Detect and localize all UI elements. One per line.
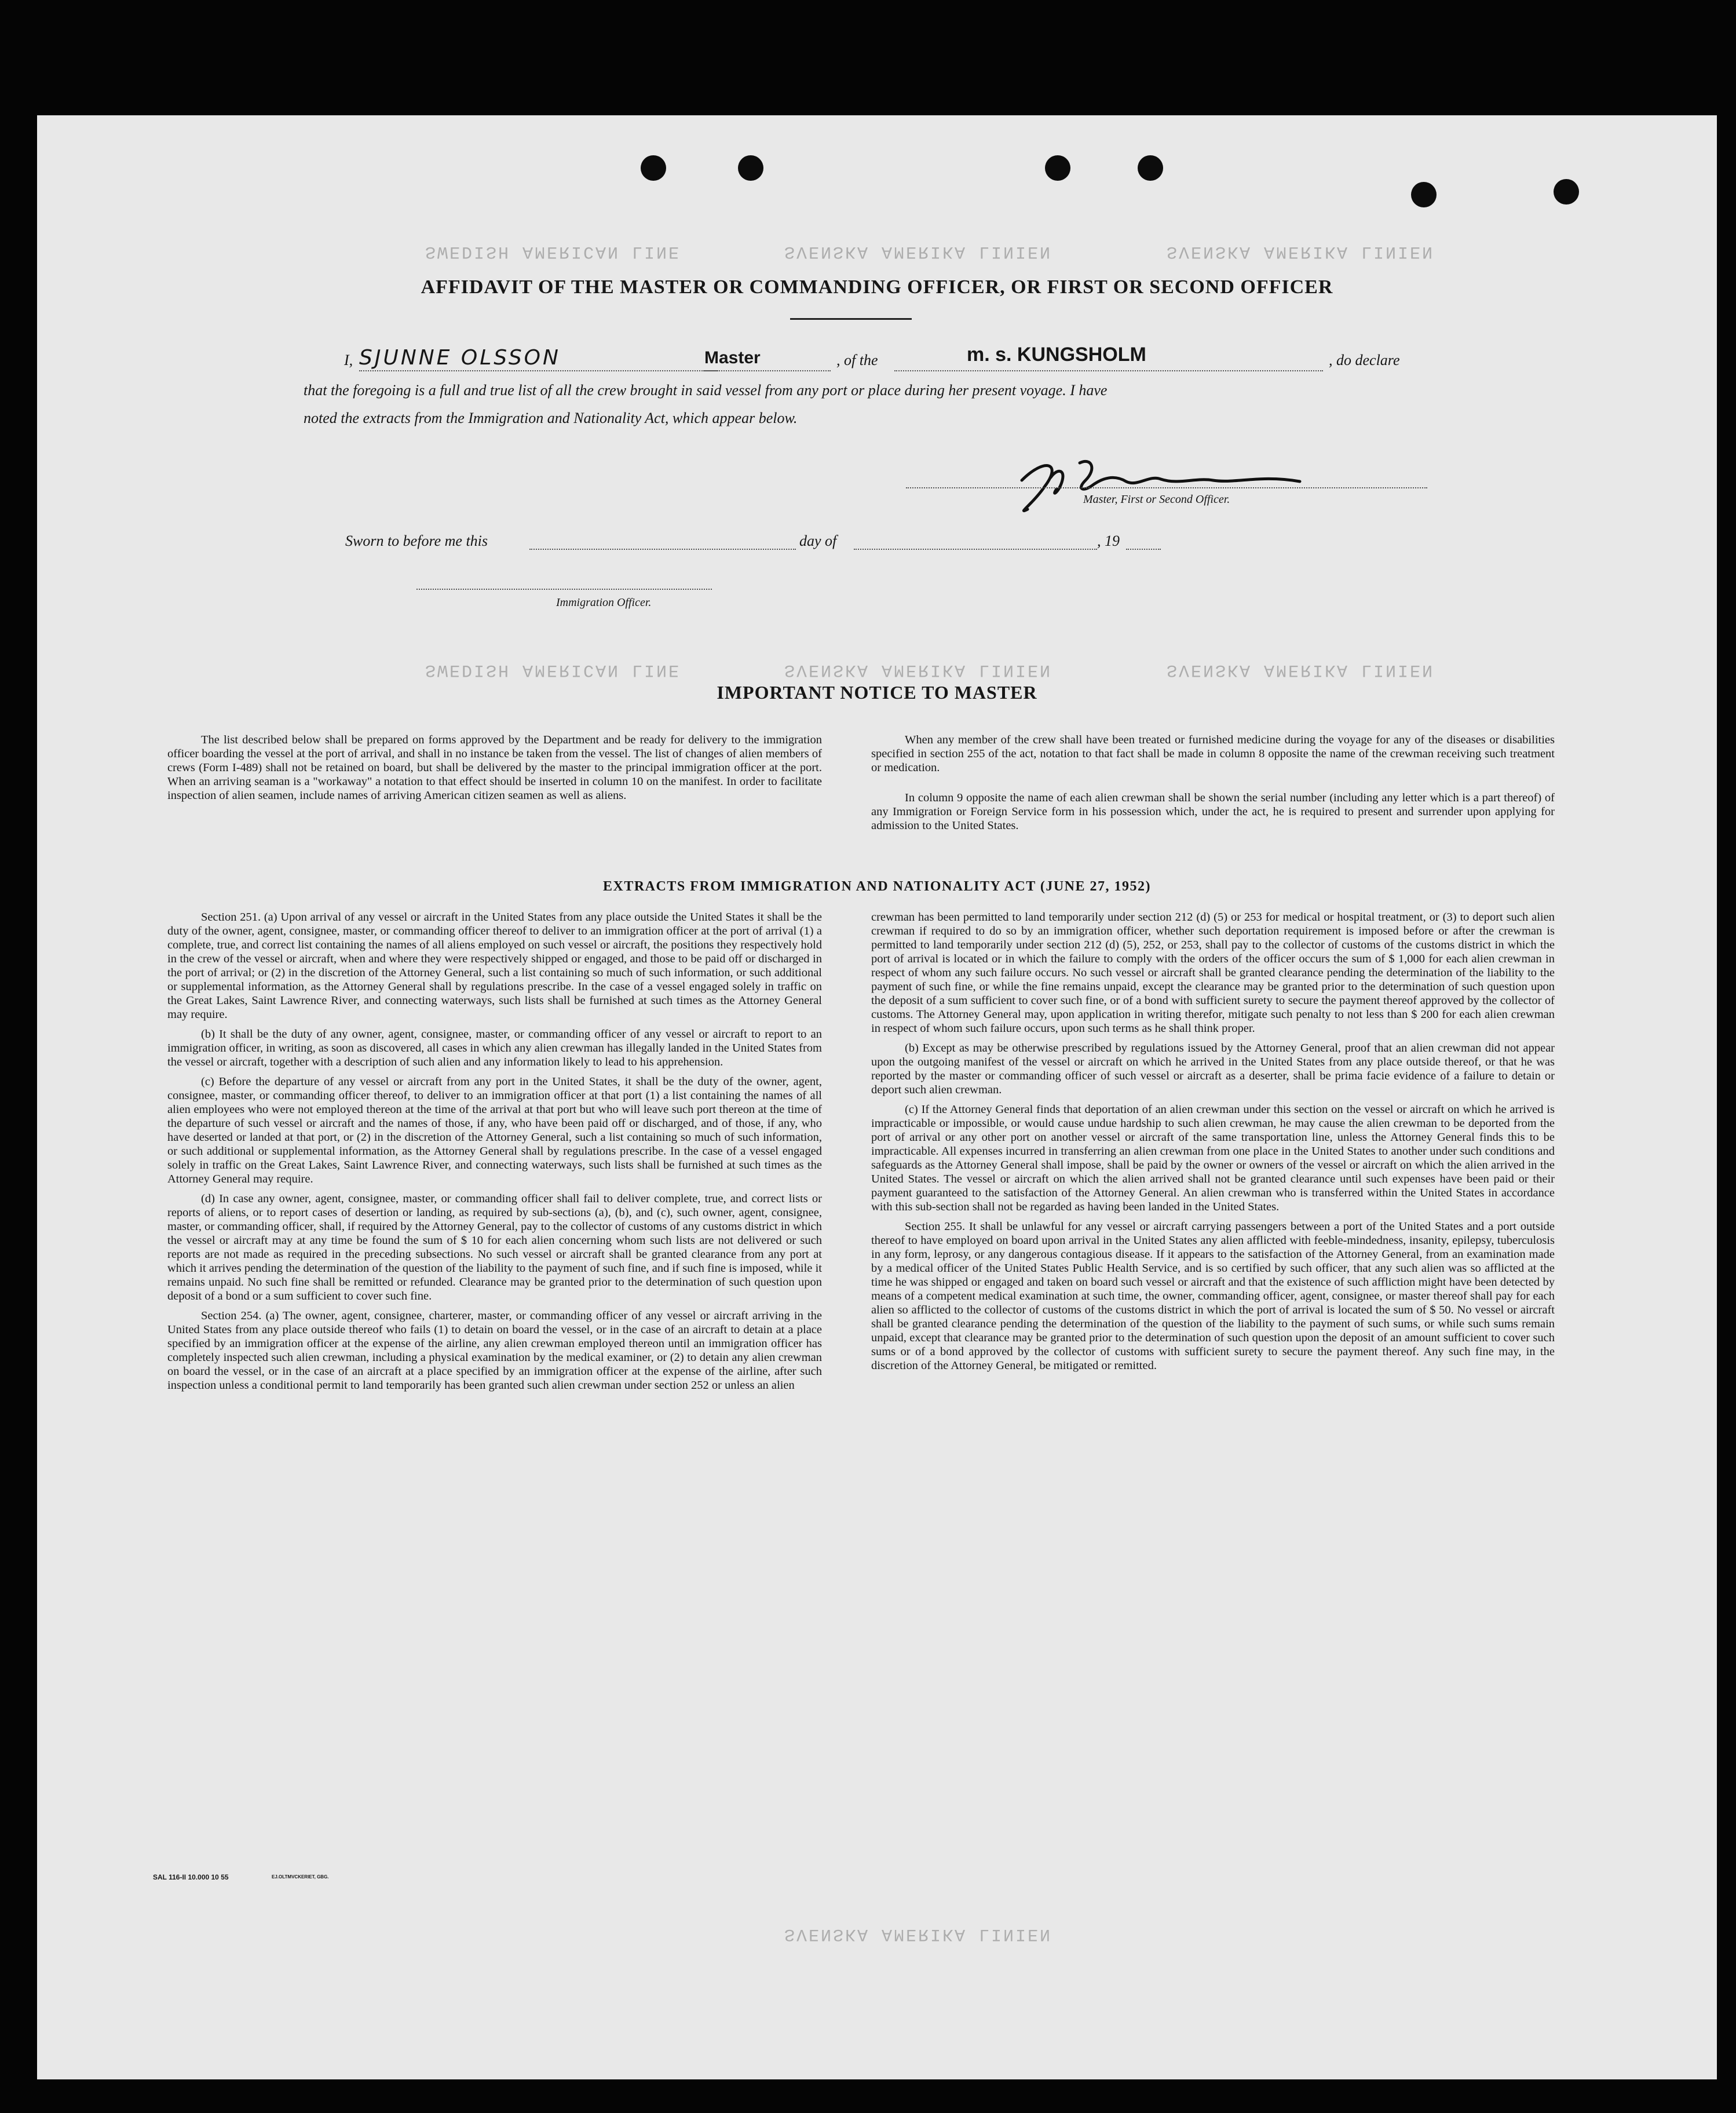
document-page [37,115,1717,2079]
i-prefix: I, [344,352,353,368]
declaration-line-3: noted the extracts from the Immigration and Nationality Act, which appear below. [304,410,798,426]
section-254b: (b) Except as may be otherwise prescribed by regulations issued by the Attorney General, proof that an alien crewman did not appear upon the outgoing manifest of the vessel or aircraft on which he arrived in the United States from any place outside thereof, or that he was reported by the master or commanding officer of such vessel or aircraft as a deserter, shall be prima facie evidence of a failure to detain or deport such alien crewman. [871,1042,1555,1096]
immigration-officer-label: Immigration Officer. [556,596,652,609]
do-declare-label: , do declare [1329,352,1400,368]
year-label: , 19 [1097,532,1120,549]
officer-name-field: SJUNNE OLSSON [359,346,561,370]
immigration-officer-dotted-line [416,589,712,590]
punch-hole [738,155,763,181]
name-dotted-line [359,370,718,371]
section-251c: (c) Before the departure of any vessel or aircraft from any port in the United States, it shall be the duty of the owner, agent, consignee, master, or commanding officer thereof, to deliver to an immigration officer at that port (1) a list containing the names of all alien employees who were not employed thereon at the time of the arrival at that port but who will leave such port thereon at the time of the departure of such vessel or aircraft and the names of those, if any, who have been paid off or discharged, and of those, if any, who have deserted or landed at that port, or (2) in the discretion of the Attorney General, such a list containing so much of such information, or such additional or supplemental information, as the Attorney General shall by regulations prescribe. In the case of a vessel engaged solely in traffic on the Great Lakes, Saint Lawrence River, and connecting waterways, such lists shall be furnished at such times as the Attorney General may require. [167,1075,822,1185]
section-254c: (c) If the Attorney General finds that deportation of an alien crewman under this section on the vessel or aircraft on which he arrived is impracticable or impossible, or would cause undue hardship to such alien crewman, he may cause the alien crewman to be deported from the port of arrival or any other port on another vessel or aircraft of the same transportation line, unless the Attorney General finds this to be impracticable. All expenses incurred in transferring an alien crewman from one place in the United States to another under such conditions and safeguards as the Attorney General shall impose, shall be paid by the owner or owners of the vessel or aircraft on which the alien arrived in the United States. The vessel or aircraft on which the alien arrived shall not be granted clearance until such expenses have been paid or their payment guaranteed to the satisfaction of the Attorney General. An alien crewman who is transferred within the United States in accordance with this sub-section shall not be regarded as having been landed in the United States. [871,1103,1555,1213]
punch-hole [1411,182,1437,207]
section-251b: (b) It shall be the duty of any owner, agent, consignee, master, or commanding officer of any vessel or aircraft to report to an immigration officer, in writing, as soon as discovered, all cases in which any alien crewman has illegally landed in the United States from the vessel or aircraft, together with a description of such alien and any information likely to lead to his apprehension. [167,1028,822,1068]
notice-right-paragraph-1: When any member of the crew shall have been treated or furnished medicine during the voyage for any of the diseases or disabilities specified in section 255 of the act, notation to that fact shall be made in column 8 opposite the name of the crewman receiving such treatment or medication. [871,733,1555,774]
punch-hole [641,155,666,181]
month-dotted-line [854,549,1097,550]
extracts-right-column [871,910,1555,1378]
affidavit-title: AFFIDAVIT OF THE MASTER OR COMMANDING OFFICER, OR FIRST OR SECOND OFFICER [421,276,1333,298]
year-dotted-line [1126,549,1161,550]
rank-field: Master [704,348,761,367]
sworn-day-dotted-line [529,549,796,550]
bleed-through-stamp: SWEDISH AMERICAN LINE [425,242,681,261]
vessel-dotted-line [894,370,1323,371]
notice-left-paragraph: The list described below shall be prepared on forms approved by the Department and be ready for delivery to the immigration officer boarding the vessel at the port of arrival, and shall in no instance be taken from the vessel. The list of changes of alien members of crews (Form I-489) shall not be retained on board, but shall be delivered by the master to the principal immigration officer at the port. When an arriving seaman is a "workaway" a notation to that effect should be inserted in column 10 on the manifest. In order to facilitate inspection of alien seamen, include names of arriving American citizen seamen as well as aliens. [167,733,822,802]
punch-hole [1138,155,1163,181]
officer-signature [1010,446,1311,527]
title-rule [790,318,912,320]
of-the-label: , of the [836,352,878,368]
day-of-label: day of [799,532,837,549]
declaration-line-2: that the foregoing is a full and true list of all the crew brought in said vessel from any port or place during her present voyage. I have [304,382,1108,399]
bleed-through-stamp: SVENSKA AMERIKA LINIEN [784,660,1052,680]
signature-dotted-line [906,487,1427,488]
notice-right-paragraph-2: In column 9 opposite the name of each alien crewman shall be shown the serial number (including any letter which is a part thereof) of any Immigration or Foreign Service form in his possession which, under the act, he is required to present and surrender upon applying for admission to the United States. [871,791,1555,832]
extracts-left-column [167,910,822,1398]
signature-caption: Master, First or Second Officer. [1083,493,1230,506]
section-251d: (d) In case any owner, agent, consignee, master, or commanding officer shall fail to deliver complete, true, and correct lists or reports of aliens, or to report cases of desertion or landing, as required by sub-sections (a), (b), and (c), such owner, agent, consignee, master, or commanding officer, shall, if required by the Attorney General, pay to the collector of customs of any customs district in which the vessel or aircraft may at any time be found the sum of $ 10 for each alien concerning whom such lists are not delivered or such reports are not made as required in the preceding subsections. No such vessel or aircraft shall be granted clearance from any port at which it arrives pending the determination of the question of the liability to the payment of such fine, and if such fine is imposed, while it remains unpaid. No such fine shall be remitted or refunded. Clearance may be granted prior to the determination of such question upon deposit of a bond or a sum sufficient to cover such fine. [167,1192,822,1302]
sworn-label: Sworn to before me this [345,532,488,549]
bleed-through-stamp: SVENSKA AMERIKA LINIEN [1167,660,1435,680]
section-251a: Section 251. (a) Upon arrival of any vessel or aircraft in the United States from any place outside the United States it shall be the duty of the owner, agent, consignee, master, or commanding officer thereof to deliver to an immigration officer at the port of arrival (1) a complete, true, and correct list containing the names of all aliens employed on such vessel or aircraft, the positions they respectively hold in the crew of the vessel or aircraft, when and where they were respectively shipped or engaged, and those to be paid off or discharged in the port of arrival; or (2) in the discretion of the Attorney General, such a list containing so much of such information, or such additional or supplemental information, as the Attorney General shall by regulations prescribe. In the case of a vessel engaged solely in traffic on the Great Lakes, Saint Lawrence River, and connecting waterways, such lists shall be furnished at such times as the Attorney General may require. [167,911,822,1021]
punch-hole [1554,179,1579,205]
notice-title: IMPORTANT NOTICE TO MASTER [717,682,1037,703]
printer-imprint: EJ.OLTMVCKERIET, GBG. [272,1874,329,1880]
extracts-title: EXTRACTS FROM IMMIGRATION AND NATIONALITY ACT (JUNE 27, 1952) [603,879,1151,894]
vessel-field: m. s. KUNGSHOLM [967,344,1146,366]
rank-dotted-line [703,370,831,371]
section-254a-continued: crewman has been permitted to land temporarily under section 212 (d) (5) or 253 for medical or hospital treatment, or (3) to deport such alien crewman if required to do so by an immigration officer, whether such deportation requirement is imposed before or after the crewman is permitted to land temporarily under section 212 (d) (5), 252, or 253, shall pay to the collector of customs of the customs district in which the port of arrival is located or in which the failure to comply with the orders of the officer occurs the sum of $ 1,000 for each alien crewman in respect of whom any such failure occurs. No such vessel or aircraft shall be granted clearance pending the determination of the liability to the payment of such fine, or while the fine remains unpaid, except the clearance may be granted prior to the determination of such question upon the deposit of a sum sufficient to cover such fine, or of a bond with sufficient surety to secure the payment thereof approved by the collector of customs. The Attorney General may, upon application in writing therefor, mitigate such penalty to not less than $ 200 for each alien crewman in respect of whom such failure occurs, upon such terms as he shall think proper. [871,911,1555,1035]
section-254a: Section 254. (a) The owner, agent, consignee, charterer, master, or commanding officer of any vessel or aircraft arriving in the United States from any place outside thereof who fails (1) to detain on board the vessel, or in the case of an aircraft to detain at a place specified by an immigration officer at the expense of the airline, any alien crewman employed thereon until an immigration officer has completely inspected such alien crewman, including a physical examination by the medical examiner, or (2) to detain any alien crewman on board the vessel, or in the case of an aircraft at a place specified by an immigration officer at the expense of the airline, after such inspection unless a conditional permit to land temporarily has been granted such alien crewman under section 252 or unless an alien [167,1309,822,1392]
form-number: SAL 116-II 10.000 10 55 [153,1873,229,1881]
section-255: Section 255. It shall be unlawful for any vessel or aircraft carrying passengers between a port of the United States and a port outside thereof to have employed on board upon arrival in the United States any alien afflicted with feeble-mindedness, insanity, epilepsy, tuberculosis in any form, leprosy, or any dangerous contagious disease. If it appears to the satisfaction of the Attorney General, from an examination made by a medical officer of the United States Public Health Service, and is so certified by such officer, that any such alien was so afflicted at the time he was shipped or engaged and taken on board such vessel or aircraft and that the existence of such affliction might have been detected by means of a competent medical examination at such time, the owner, commanding officer, agent, consignee, or master thereof shall pay for each alien so afflicted to the collector of customs of the customs district in which the port of arrival is located the sum of $ 50. No vessel or aircraft shall be granted clearance pending the determination of the question of the liability to the payment of such sums, or while such sums remain unpaid, except that clearance may be granted prior to the determination of such question upon the deposit of an amount sufficient to cover such sums or of a bond approved by the collector of customs with sufficient surety to secure the payment thereof. Any such fine may, in the discretion of the Attorney General, be mitigated or remitted. [871,1220,1555,1372]
bleed-through-stamp: SVENSKA AMERIKA LINIEN [784,1924,1052,1944]
bleed-through-stamp: SWEDISH AMERICAN LINE [425,660,681,680]
punch-hole [1045,155,1070,181]
bleed-through-stamp: SVENSKA AMERIKA LINIEN [1167,242,1435,261]
bleed-through-stamp: SVENSKA AMERIKA LINIEN [784,242,1052,261]
